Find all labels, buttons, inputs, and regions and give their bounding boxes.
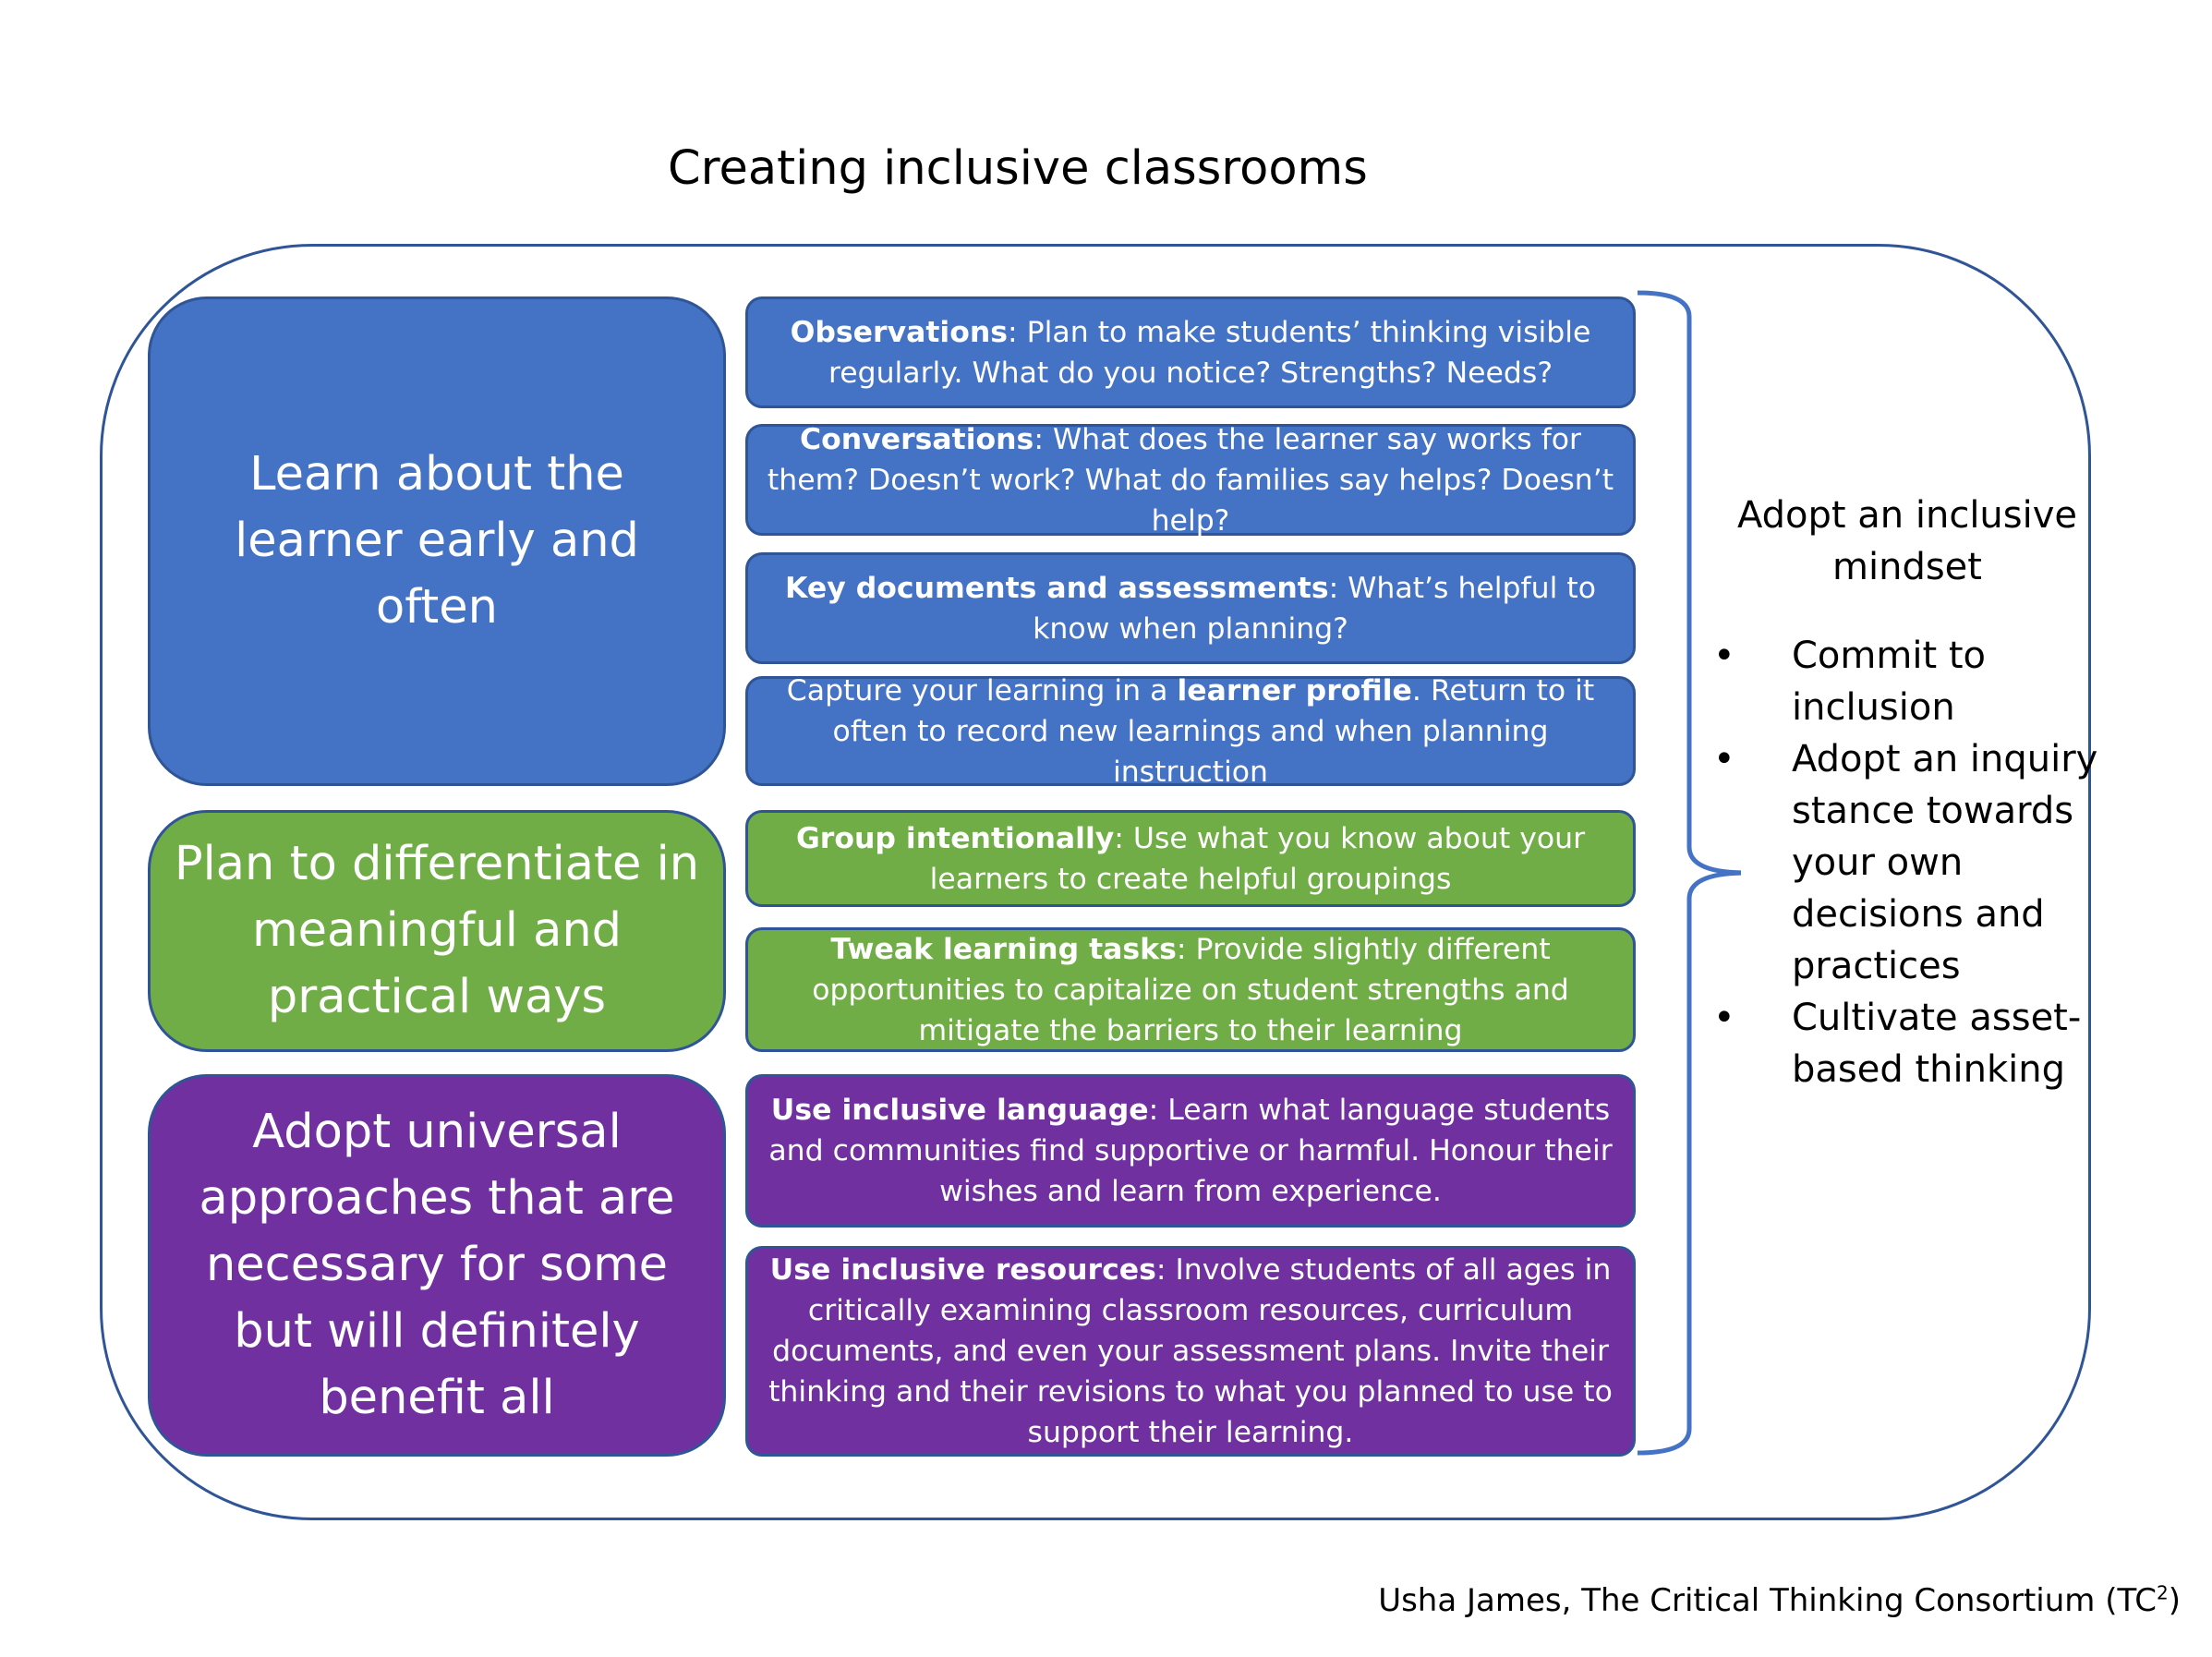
strategy-learner-profile-pre: Capture your learning in a (786, 673, 1178, 708)
strategy-tweak-tasks-text: : Provide slightly different opportunities to capitalize on student strengths and mitigate the barriers to their learning (812, 932, 1569, 1047)
mindset-item-text: Commit to inclusion (1792, 635, 1986, 729)
mindset-heading: Adopt an inclusive mindset (1736, 494, 2078, 588)
strategy-inclusive-language (745, 1074, 1636, 1228)
strategy-conversations-text: : What does the learner say works for them? Doesn’t work? What do families say helps? Doesn’t help? (767, 422, 1614, 538)
diagram-title: Creating inclusive classrooms (668, 141, 1368, 196)
category-learn-about-learner (148, 296, 726, 786)
strategy-key-documents-text: : What’s helpful to know when planning? (1033, 571, 1596, 646)
strategy-key-documents-heading: Key documents and assessments (784, 571, 1329, 605)
strategy-learner-profile (745, 673, 1636, 789)
credit-text: Usha James, The Critical Thinking Consortium (TC (1378, 1582, 2157, 1619)
mindset-item-text: Adopt an inquiry stance towards your own decisions and practices (1792, 738, 2098, 987)
strategy-learner-profile-heading: learner profile (1177, 673, 1412, 708)
strategy-inclusive-language-heading: Use inclusive language (770, 1094, 1149, 1127)
mindset-panel (1713, 490, 2101, 1095)
strategy-conversations-heading: Conversations (800, 422, 1034, 456)
strategy-inclusive-resources-heading: Use inclusive resources (769, 1253, 1156, 1287)
strategy-inclusive-language-text: : Learn what language students and communities find supportive or harmful. Honour their wishes and learn from experience. (768, 1094, 1613, 1208)
strategy-group-intentionally (745, 810, 1636, 907)
strategy-group-intentionally-heading: Group intentionally (795, 821, 1115, 855)
credit-superscript: 2 (2157, 1581, 2169, 1604)
strategy-observations (745, 296, 1636, 408)
bullet-icon: • (1713, 635, 1735, 677)
mindset-item (1713, 630, 2101, 733)
strategy-group-intentionally-text: : Use what you know about your learners to create helpful groupings (929, 821, 1586, 896)
mindset-item (1713, 733, 2101, 992)
category-universal-approaches-label: Adopt universal approaches that are necessary for some but will definitely benefit all (199, 1105, 675, 1425)
credit-line (1378, 1578, 2181, 1624)
strategy-inclusive-resources (745, 1246, 1636, 1457)
strategy-tweak-tasks-heading: Tweak learning tasks (830, 932, 1177, 966)
category-differentiate (148, 810, 726, 1052)
mindset-item-text: Cultivate asset-based thinking (1792, 997, 2082, 1091)
strategy-learner-profile-text: . Return to it often to record new learnings and when planning instruction (832, 673, 1595, 789)
strategy-observations-heading: Observations (790, 315, 1009, 349)
bullet-icon: • (1713, 997, 1735, 1039)
strategy-conversations (745, 424, 1636, 536)
strategy-tweak-tasks (745, 927, 1636, 1052)
credit-close: ) (2168, 1582, 2181, 1619)
category-differentiate-label: Plan to differentiate in meaningful and practical ways (174, 837, 700, 1024)
category-universal-approaches (148, 1074, 726, 1457)
mindset-list (1713, 630, 2101, 1095)
category-learn-about-learner-label: Learn about the learner early and often (235, 447, 639, 635)
mindset-item (1713, 992, 2101, 1095)
strategy-key-documents (745, 552, 1636, 664)
strategy-inclusive-resources-text: : Involve students of all ages in critically examining classroom resources, curriculum documents, and even your assessment plans. Invite their thinking and their revisions to what you planned to use to support their learning. (768, 1253, 1613, 1449)
bullet-icon: • (1713, 738, 1735, 780)
strategy-observations-text: : Plan to make students’ thinking visible regularly. What do you notice? Strengths? Needs? (828, 315, 1591, 390)
